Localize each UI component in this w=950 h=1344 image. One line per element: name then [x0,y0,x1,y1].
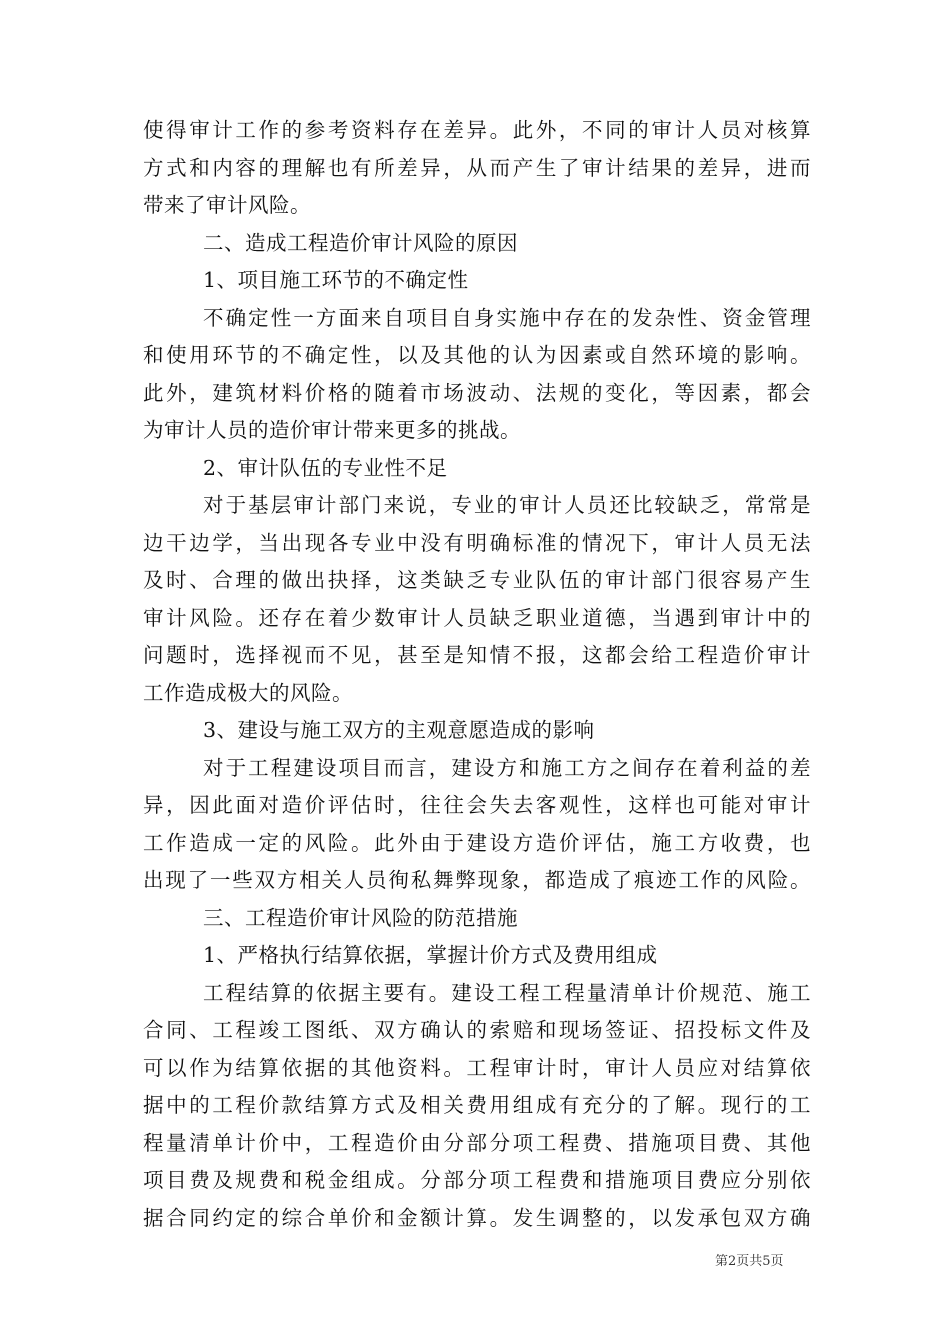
section-heading: 三、工程造价审计风险的防范措施 [203,905,518,930]
text-line: 合同、工程竣工图纸、双方确认的索赔和现场签证、招投标文件及 [143,1018,811,1042]
text-line: 异，因此面对造价评估时，往往会失去客观性，这样也可能对审计 [143,793,811,817]
subsection-heading: 1、项目施工环节的不确定性 [203,268,469,292]
subsection-heading: 1、严格执行结算依据，掌握计价方式及费用组成 [203,943,658,967]
section-heading: 二、造成工程造价审计风险的原因 [203,230,518,255]
text-line: 为审计人员的造价审计带来更多的挑战。 [143,418,521,442]
page-number-footer: 第2页共5页 [715,1254,784,1269]
text-line: 带来了审计风险。 [143,193,311,217]
text-line: 项目费及规费和税金组成。分部分项工程费和措施项目费应分别依 [143,1168,811,1192]
text-line: 不确定性一方面来自项目自身实施中存在的发杂性、资金管理 [203,305,811,330]
text-line: 程量清单计价中，工程造价由分部分项工程费、措施项目费、其他 [143,1130,811,1155]
text-line: 此外，建筑材料价格的随着市场波动、法规的变化，等因素，都会 [143,380,811,405]
text-line: 工程结算的依据主要有。建设工程工程量清单计价规范、施工 [203,980,811,1005]
text-line: 审计风险。还存在着少数审计人员缺乏职业道德，当遇到审计中的 [143,605,811,630]
text-line: 使得审计工作的参考资料存在差异。此外，不同的审计人员对核算 [143,118,811,142]
text-line: 工作造成一定的风险。此外由于建设方造价评估，施工方收费，也 [143,830,811,855]
text-line: 边干边学，当出现各专业中没有明确标准的情况下，审计人员无法 [143,530,811,555]
text-line: 据合同约定的综合单价和金额计算。发生调整的，以发承包双方确 [143,1205,811,1230]
text-line: 据中的工程价款结算方式及相关费用组成有充分的了解。现行的工 [143,1093,811,1117]
text-line: 出现了一些双方相关人员徇私舞弊现象，都造成了痕迹工作的风险。 [143,868,811,892]
subsection-heading: 3、建设与施工双方的主观意愿造成的影响 [203,718,595,742]
text-line: 和使用环节的不确定性，以及其他的认为因素或自然环境的影响。 [143,343,811,367]
text-line: 对于工程建设项目而言，建设方和施工方之间存在着利益的差 [203,755,811,780]
text-line: 及时、合理的做出抉择，这类缺乏专业队伍的审计部门很容易产生 [143,568,811,592]
subsection-heading: 2、审计队伍的专业性不足 [203,455,448,480]
document-body [143,112,811,1237]
text-line: 可以作为结算依据的其他资料。工程审计时，审计人员应对结算依 [143,1055,811,1080]
text-line: 方式和内容的理解也有所差异，从而产生了审计结果的差异，进而 [143,155,811,180]
text-line: 工作造成极大的风险。 [143,680,353,705]
text-line: 对于基层审计部门来说，专业的审计人员还比较缺乏，常常是 [203,493,811,517]
text-line: 问题时，选择视而不见，甚至是知情不报，这都会给工程造价审计 [143,643,811,667]
